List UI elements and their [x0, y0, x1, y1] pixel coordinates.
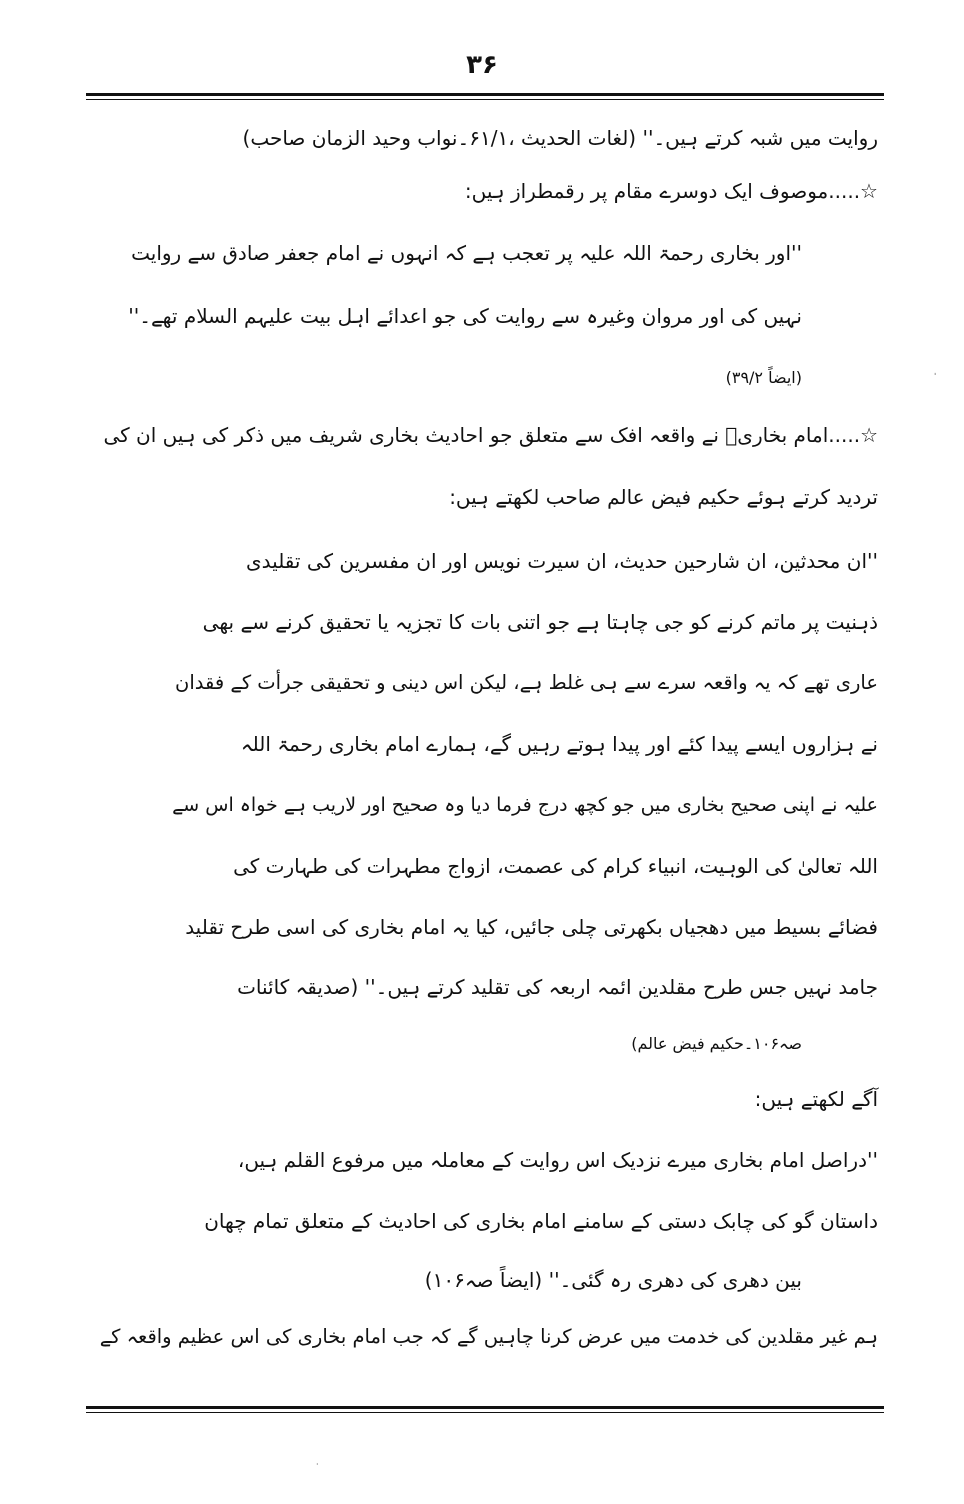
quote-line-11: ''دراصل امام بخاری میرے نزدیک اس روایت کے معاملہ میں مرفوع القلم ہیں، — [237, 1148, 878, 1172]
scan-speck: ˈ — [934, 372, 937, 381]
header-rule-thick — [86, 93, 884, 96]
quote-line-2: نہیں کی اور مروان وغیرہ سے روایت کی جو اعدائے اہل بیت علیہم السلام تھے۔'' — [128, 304, 802, 328]
citation-2: صہ۱۰۶۔حکیم فیض عالم) — [631, 1034, 802, 1053]
text-line-5: آگے لکھتے ہیں: — [754, 1087, 878, 1111]
header-rule-thin — [86, 99, 884, 100]
footer-rule-thin — [86, 1412, 884, 1413]
text-line-1: روایت میں شبہ کرتے ہیں۔'' (لغات الحدیث ،۶۱/۱۔نواب وحید الزمان صاحب) — [242, 126, 878, 150]
text-line-2: ☆.....موصوف ایک دوسرے مقام پر رقمطراز ہیں: — [464, 179, 878, 203]
citation-1: (ایضاً ۳۹/۲) — [725, 368, 802, 387]
quote-line-5: عاری تھے کہ یہ واقعہ سرے سے ہی غلط ہے، لیکن اس دینی و تحقیقی جرأت کے فقدان — [175, 671, 878, 694]
quote-line-1: ''اور بخاری رحمۃ اللہ علیہ پر تعجب ہے کہ انہوں نے امام جعفر صادق سے روایت — [131, 241, 802, 265]
quote-line-6: نے ہزاروں ایسے پیدا کئے اور پیدا ہوتے رہیں گے، ہمارے امام بخاری رحمۃ اللہ — [240, 732, 878, 756]
quote-line-3: ''ان محدثین، ان شارحین حدیث، ان سیرت نویس اور ان مفسرین کی تقلیدی — [246, 549, 878, 573]
quote-line-13: بین دھری کی دھری رہ گئی۔'' (ایضاً صہ۱۰۶) — [424, 1268, 802, 1292]
page-number: ۳۶ — [466, 50, 498, 80]
quote-line-7: علیہ نے اپنی صحیح بخاری میں جو کچھ درج فرما دیا وہ صحیح اور لاریب ہے خواہ اس سے — [172, 794, 878, 816]
quote-line-9: فضائے بسیط میں دھجیاں بکھرتی چلی جائیں، کیا یہ امام بخاری کی اسی طرح تقلید — [185, 915, 878, 939]
footer-rule-thick — [86, 1406, 884, 1409]
quote-line-4: ذہنیت پر ماتم کرنے کو جی چاہتا ہے جو اتنی بات کا تجزیہ یا تحقیق کرنے سے بھی — [202, 610, 878, 634]
quote-line-8: اللہ تعالیٰ کی الوہیت، انبیاء کرام کی عصمت، ازواج مطہرات کی طہارت کی — [233, 854, 878, 878]
quote-line-12: داستان گو کی چابک دستی کے سامنے امام بخاری کی احادیث کے متعلق تمام چھان — [204, 1209, 878, 1233]
text-line-3: ☆.....امام بخاریؒ نے واقعہ افک سے متعلق جو احادیث بخاری شریف میں ذکر کی ہیں ان کی — [103, 423, 878, 447]
scan-speck: · — [316, 1460, 319, 1469]
text-line-6: ہم غیر مقلدین کی خدمت میں عرض کرنا چاہیں گے کہ جب امام بخاری کی اس عظیم واقعہ کے — [99, 1325, 878, 1348]
quote-line-10: جامد نہیں جس طرح مقلدین ائمہ اربعہ کی تقلید کرتے ہیں۔'' (صدیقہ کائنات — [237, 975, 878, 999]
text-line-4: تردید کرتے ہوئے حکیم فیض عالم صاحب لکھتے ہیں: — [449, 485, 878, 509]
